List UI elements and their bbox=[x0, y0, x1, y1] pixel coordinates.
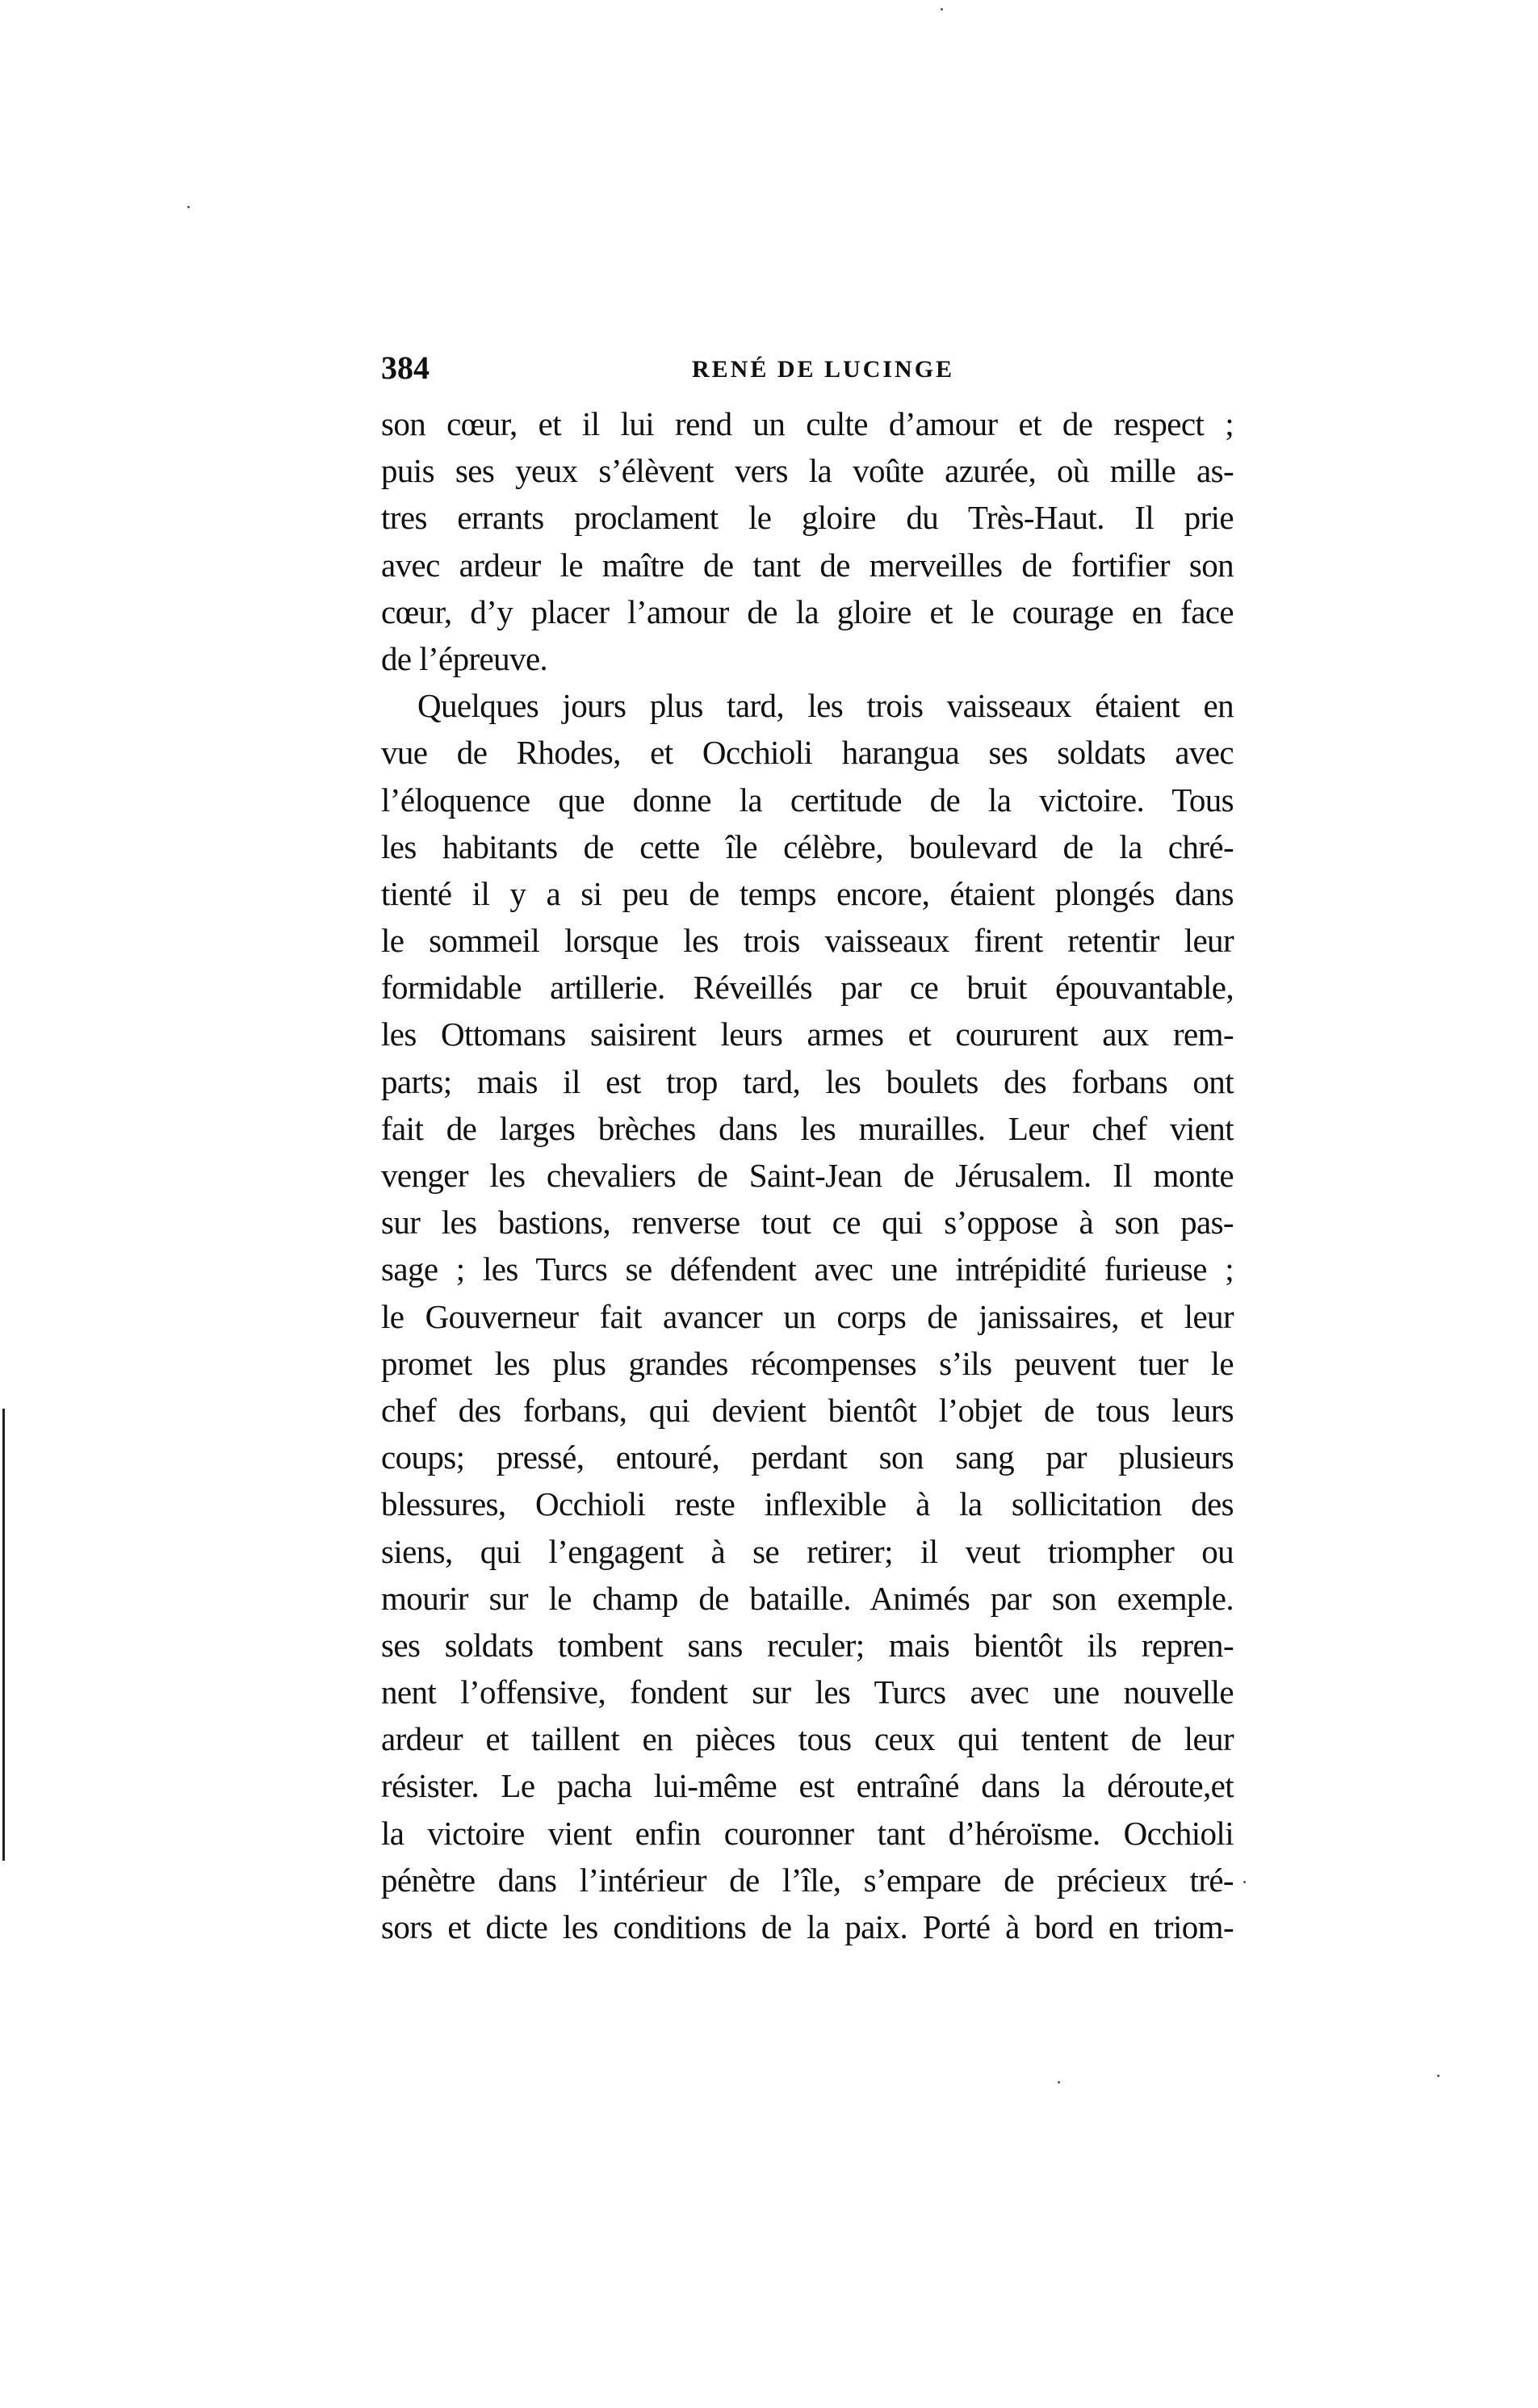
text-line: coups; pressé, entouré, perdant son sang par plusieurs bbox=[381, 1439, 1234, 1476]
text-line: fait de larges brèches dans les murailles. Leur chef vient bbox=[381, 1109, 1234, 1147]
paragraph-2 bbox=[381, 682, 1234, 1950]
text-line: formidable artillerie. Réveillés par ce bruit épouvantable, bbox=[381, 969, 1234, 1007]
scan-speck bbox=[1058, 2081, 1060, 2083]
text-line: siens, qui l’engagent à se retirer; il veut triompher ou bbox=[381, 1532, 1234, 1570]
scan-speck bbox=[1437, 2075, 1440, 2077]
text-line: pénètre dans l’intérieur de l’île, s’empare de précieux tré- bbox=[381, 1861, 1234, 1899]
paragraph-1 bbox=[381, 400, 1234, 682]
text-line: sur les bastions, renverse tout ce qui s’oppose à son pas- bbox=[381, 1204, 1234, 1242]
page-number: 384 bbox=[381, 350, 430, 386]
text-line: avec ardeur le maître de tant de merveilles de fortifier son bbox=[381, 546, 1234, 584]
text-line: Quelques jours plus tard, les trois vaisseaux étaient en bbox=[417, 687, 1234, 725]
text-line: vue de Rhodes, et Occhioli harangua ses soldats avec bbox=[381, 734, 1234, 772]
text-line: venger les chevaliers de Saint-Jean de Jérusalem. Il monte bbox=[381, 1157, 1234, 1194]
running-title: RENÉ DE LUCINGE bbox=[692, 356, 955, 383]
scan-speck bbox=[187, 206, 190, 208]
body-text bbox=[381, 400, 1234, 1950]
text-line: tres errants proclament le gloire du Très-Haut. Il prie bbox=[381, 499, 1234, 537]
text-line: tienté il y a si peu de temps encore, étaient plongés dans bbox=[381, 874, 1234, 912]
text-line: les habitants de cette île célèbre, boulevard de la chré- bbox=[381, 827, 1234, 865]
scan-speck bbox=[1243, 1881, 1246, 1883]
text-line: l’éloquence que donne la certitude de la victoire. Tous bbox=[381, 781, 1234, 819]
text-line: résister. Le pacha lui-même est entraîné dans la déroute,et bbox=[381, 1767, 1234, 1805]
scan-edge-line bbox=[2, 1409, 5, 1861]
text-line: parts; mais il est trop tard, les boulets des forbans ont bbox=[381, 1062, 1234, 1100]
text-line: le sommeil lorsque les trois vaisseaux firent retentir leur bbox=[381, 922, 1234, 960]
text-line: la victoire vient enfin couronner tant d’héroïsme. Occhioli bbox=[381, 1814, 1234, 1852]
running-head bbox=[381, 349, 1234, 387]
text-line: le Gouverneur fait avancer un corps de janissaires, et leur bbox=[381, 1297, 1234, 1335]
scan-speck bbox=[941, 8, 943, 10]
text-line: puis ses yeux s’élèvent vers la voûte azurée, où mille as- bbox=[381, 452, 1234, 490]
text-line: ses soldats tombent sans reculer; mais bientôt ils repren- bbox=[381, 1626, 1234, 1664]
text-line: de l’épreuve. bbox=[381, 639, 548, 677]
text-line: nent l’offensive, fondent sur les Turcs avec une nouvelle bbox=[381, 1673, 1234, 1711]
text-line: promet les plus grandes récompenses s’ils peuvent tuer le bbox=[381, 1344, 1234, 1382]
text-line: son cœur, et il lui rend un culte d’amour et de respect ; bbox=[381, 405, 1234, 442]
text-line: blessures, Occhioli reste inflexible à la sollicitation des bbox=[381, 1485, 1234, 1523]
text-line: les Ottomans saisirent leurs armes et coururent aux rem- bbox=[381, 1016, 1234, 1053]
text-line: chef des forbans, qui devient bientôt l’objet de tous leurs bbox=[381, 1391, 1234, 1429]
text-line: ardeur et taillent en pièces tous ceux qui tentent de leur bbox=[381, 1720, 1234, 1758]
text-line: sors et dicte les conditions de la paix. Porté à bord en triom- bbox=[381, 1908, 1234, 1945]
text-line: sage ; les Turcs se défendent avec une intrépidité furieuse ; bbox=[381, 1250, 1234, 1288]
text-line: cœur, d’y placer l’amour de la gloire et le courage en face bbox=[381, 593, 1234, 630]
text-line: mourir sur le champ de bataille. Animés par son exemple. bbox=[381, 1579, 1234, 1617]
